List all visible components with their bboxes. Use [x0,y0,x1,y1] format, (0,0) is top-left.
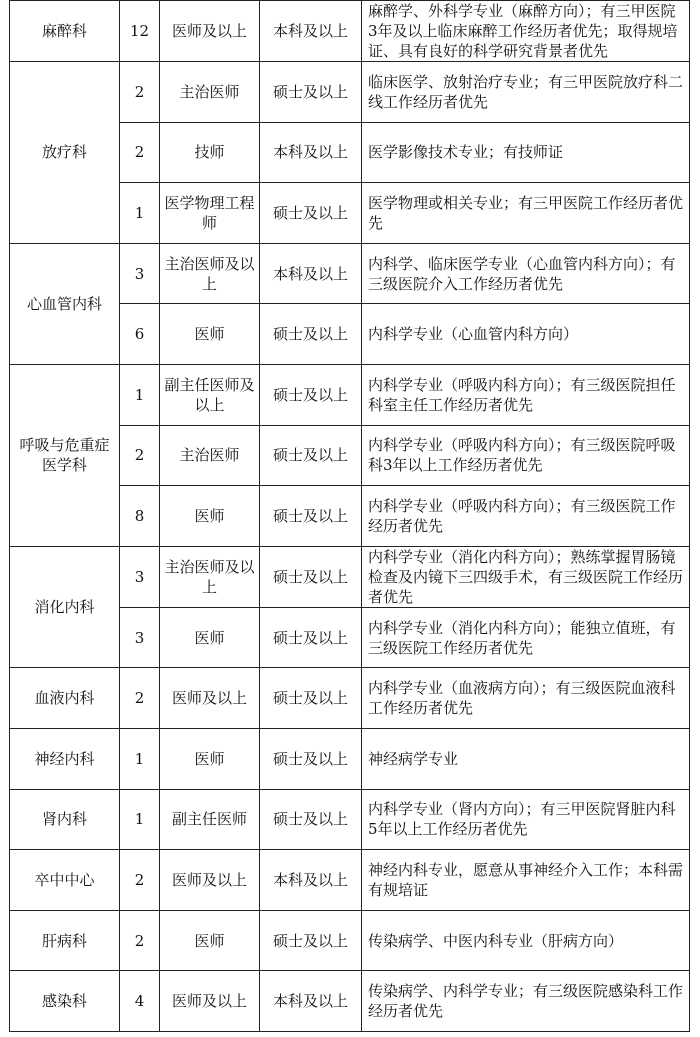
table-row [10,546,690,607]
education-cell: 本科及以上 [260,1,362,62]
title-cell: 医师及以上 [160,971,260,1032]
title-cell: 主治医师 [160,425,260,486]
headcount-cell: 1 [120,183,160,244]
title-cell: 医师 [160,910,260,971]
table-row [10,910,690,971]
education-cell: 硕士及以上 [260,668,362,729]
department-cell: 血液内科 [10,668,120,729]
education-cell: 硕士及以上 [260,62,362,123]
requirement-cell: 神经内科专业，愿意从事神经介入工作；本科需有规培证 [362,850,690,911]
headcount-cell: 1 [120,789,160,850]
requirement-cell: 内科学专业（呼吸内科方向）；有三级医院担任科室主任工作经历者优先 [362,364,690,425]
education-cell: 本科及以上 [260,243,362,304]
headcount-cell: 2 [120,425,160,486]
requirement-cell: 神经病学专业 [362,728,690,789]
headcount-cell: 3 [120,243,160,304]
table-row [10,1,690,62]
headcount-cell: 3 [120,607,160,668]
headcount-cell: 6 [120,304,160,365]
department-cell: 放疗科 [10,62,120,244]
requirement-cell: 麻醉学、外科学专业（麻醉方向）；有三甲医院3年及以上临床麻醉工作经历者优先；取得规培证、具有良好的科学研究背景者优先 [362,1,690,62]
title-cell: 主治医师及以上 [160,243,260,304]
table-row [10,243,690,304]
department-cell: 感染科 [10,971,120,1032]
education-cell: 硕士及以上 [260,304,362,365]
education-cell: 硕士及以上 [260,728,362,789]
headcount-cell: 2 [120,850,160,911]
headcount-cell: 3 [120,546,160,607]
headcount-cell: 12 [120,1,160,62]
education-cell: 硕士及以上 [260,910,362,971]
table-row [10,971,690,1032]
department-cell: 肝病科 [10,910,120,971]
headcount-cell: 2 [120,910,160,971]
requirement-cell: 内科学专业（消化内科方向）；能独立值班，有三级医院工作经历者优先 [362,607,690,668]
department-cell: 呼吸与危重症医学科 [10,364,120,546]
title-cell: 主治医师及以上 [160,546,260,607]
title-cell: 医师及以上 [160,1,260,62]
education-cell: 本科及以上 [260,850,362,911]
headcount-cell: 1 [120,364,160,425]
department-cell: 消化内科 [10,546,120,668]
education-cell: 硕士及以上 [260,183,362,244]
requirement-cell: 传染病学、中医内科专业（肝病方向） [362,910,690,971]
title-cell: 技师 [160,122,260,183]
table-row [10,62,690,123]
headcount-cell: 8 [120,486,160,547]
title-cell: 主治医师 [160,62,260,123]
department-cell: 神经内科 [10,728,120,789]
requirement-cell: 临床医学、放射治疗专业；有三甲医院放疗科二线工作经历者优先 [362,62,690,123]
requirement-cell: 内科学专业（心血管内科方向） [362,304,690,365]
education-cell: 本科及以上 [260,971,362,1032]
title-cell: 医师 [160,728,260,789]
table-row [10,668,690,729]
education-cell: 硕士及以上 [260,607,362,668]
education-cell: 硕士及以上 [260,364,362,425]
education-cell: 本科及以上 [260,122,362,183]
table-row [10,850,690,911]
title-cell: 医师 [160,607,260,668]
requirement-cell: 内科学专业（肾内方向）；有三甲医院肾脏内科5年以上工作经历者优先 [362,789,690,850]
table-row [10,364,690,425]
title-cell: 副主任医师及以上 [160,364,260,425]
requirement-cell: 医学影像技术专业；有技师证 [362,122,690,183]
education-cell: 硕士及以上 [260,789,362,850]
title-cell: 医师 [160,304,260,365]
headcount-cell: 2 [120,668,160,729]
title-cell: 医师及以上 [160,668,260,729]
requirement-cell: 内科学专业（呼吸内科方向）；有三级医院呼吸科3年以上工作经历者优先 [362,425,690,486]
headcount-cell: 1 [120,728,160,789]
department-cell: 肾内科 [10,789,120,850]
department-cell: 心血管内科 [10,243,120,364]
requirement-cell: 传染病学、内科学专业；有三级医院感染科工作经历者优先 [362,971,690,1032]
headcount-cell: 2 [120,122,160,183]
department-cell: 麻醉科 [10,1,120,62]
recruitment-table [9,0,690,1032]
title-cell: 医师 [160,486,260,547]
requirement-cell: 内科学专业（呼吸内科方向）；有三级医院工作经历者优先 [362,486,690,547]
headcount-cell: 2 [120,62,160,123]
table-row [10,789,690,850]
education-cell: 硕士及以上 [260,486,362,547]
headcount-cell: 4 [120,971,160,1032]
education-cell: 硕士及以上 [260,546,362,607]
requirement-cell: 内科学、临床医学专业（心血管内科方向）；有三级医院介入工作经历者优先 [362,243,690,304]
education-cell: 硕士及以上 [260,425,362,486]
title-cell: 副主任医师 [160,789,260,850]
requirement-cell: 内科学专业（消化内科方向）；熟练掌握胃肠镜检查及内镜下三四级手术，有三级医院工作经历者优先 [362,546,690,607]
title-cell: 医师及以上 [160,850,260,911]
requirement-cell: 医学物理或相关专业；有三甲医院工作经历者优先 [362,183,690,244]
department-cell: 卒中中心 [10,850,120,911]
requirement-cell: 内科学专业（血液病方向）；有三级医院血液科工作经历者优先 [362,668,690,729]
title-cell: 医学物理工程师 [160,183,260,244]
table-row [10,728,690,789]
